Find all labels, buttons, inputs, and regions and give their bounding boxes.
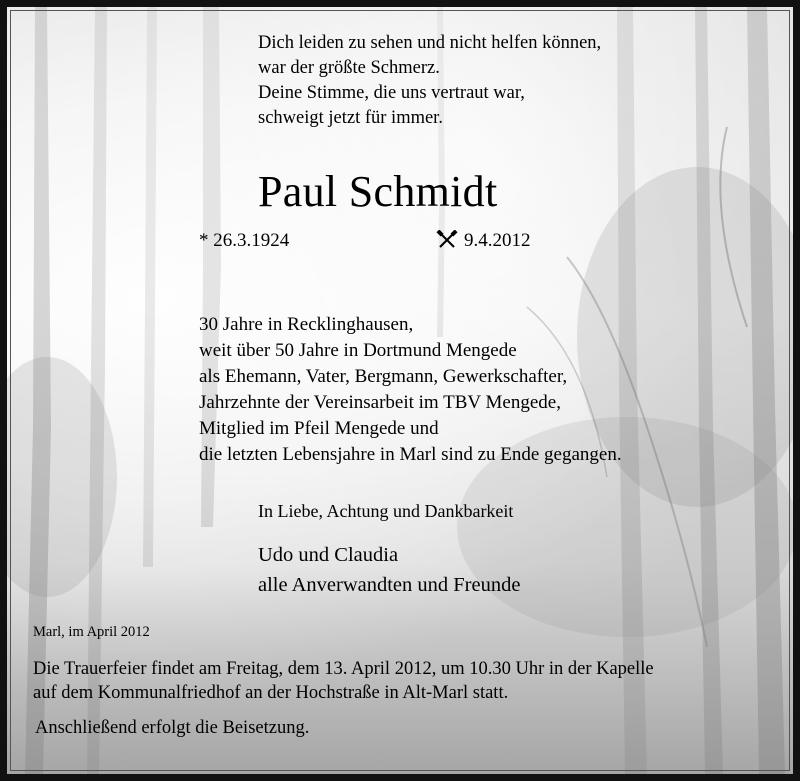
funeral-line: auf dem Kommunalfriedhof an der Hochstraße in Alt-Marl statt. xyxy=(33,683,509,703)
funeral-info xyxy=(33,657,654,705)
closing-phrase: In Liebe, Achtung und Dankbarkeit xyxy=(258,501,514,521)
death-date-group xyxy=(436,230,531,253)
poem-line: schweigt jetzt für immer. xyxy=(258,108,443,128)
birth-date: * 26.3.1924 xyxy=(199,230,290,251)
signer-line: alle Anverwandten und Freunde xyxy=(258,574,521,596)
biography-line: die letzten Lebensjahre in Marl sind zu Ende gegangen. xyxy=(199,444,622,465)
biography-line: als Ehemann, Vater, Bergmann, Gewerkschafter, xyxy=(199,366,568,387)
poem-line: war der größte Schmerz. xyxy=(258,58,440,78)
burial-info: Anschließend erfolgt die Beisetzung. xyxy=(35,718,310,738)
biography-line: Mitglied im Pfeil Mengede und xyxy=(199,418,439,439)
signers xyxy=(258,540,520,600)
funeral-line: Die Trauerfeier findet am Freitag, dem 13. April 2012, um 10.30 Uhr in der Kapelle xyxy=(33,659,654,679)
poem xyxy=(258,31,601,131)
crossed-hammers-icon xyxy=(436,230,458,248)
signer-line: Udo und Claudia xyxy=(258,544,399,566)
poem-line: Deine Stimme, die uns vertraut war, xyxy=(258,83,525,103)
deceased-name: Paul Schmidt xyxy=(258,167,498,216)
biography-line: Jahrzehnte der Vereinsarbeit im TBV Mengede, xyxy=(199,392,561,413)
biography xyxy=(199,312,622,468)
biography-line: weit über 50 Jahre in Dortmund Mengede xyxy=(199,340,517,361)
place-date: Marl, im April 2012 xyxy=(33,624,150,640)
death-date: 9.4.2012 xyxy=(464,230,531,251)
biography-line: 30 Jahre in Recklinghausen, xyxy=(199,314,414,335)
poem-line: Dich leiden zu sehen und nicht helfen können, xyxy=(258,33,602,53)
